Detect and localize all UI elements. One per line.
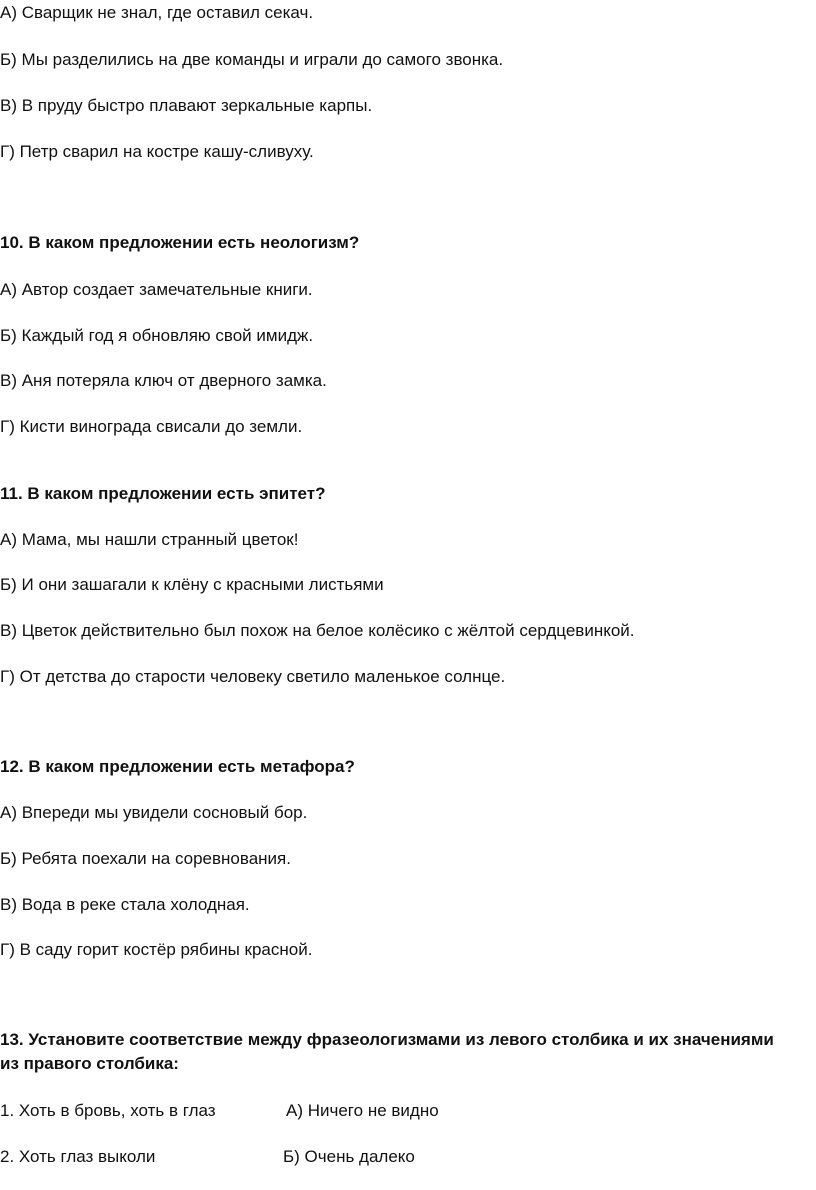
option-a: А) Сварщик не знал, где оставил секач. <box>0 3 314 22</box>
q11-option-c: В) Цветок действительно был похож на белое колёсико с жёлтой сердцевинкой. <box>0 621 635 640</box>
match-right-b: Б) Очень далеко <box>283 1147 415 1166</box>
q11-option-d: Г) От детства до старости человеку светило маленькое солнце. <box>0 667 506 686</box>
q10-option-d: Г) Кисти винограда свисали до земли. <box>0 417 303 436</box>
question-10: 10. В каком предложении есть неологизм? <box>0 233 360 252</box>
match-left-2: 2. Хоть глаз выколи <box>0 1147 156 1166</box>
option-b: Б) Мы разделились на две команды и играли до самого звонка. <box>0 50 504 69</box>
match-right-a: А) Ничего не видно <box>286 1101 439 1120</box>
q10-option-a: А) Автор создает замечательные книги. <box>0 280 313 299</box>
question-12: 12. В каком предложении есть метафора? <box>0 757 355 776</box>
q12-option-b: Б) Ребята поехали на соревнования. <box>0 849 291 868</box>
option-c: В) В пруду быстро плавают зеркальные карпы. <box>0 96 373 115</box>
match-left-1: 1. Хоть в бровь, хоть в глаз <box>0 1101 216 1120</box>
q12-option-d: Г) В саду горит костёр рябины красной. <box>0 940 313 959</box>
question-11: 11. В каком предложении есть эпитет? <box>0 484 326 503</box>
q10-option-c: В) Аня потеряла ключ от дверного замка. <box>0 371 327 390</box>
q12-option-a: А) Впереди мы увидели сосновый бор. <box>0 803 308 822</box>
q11-option-b: Б) И они зашагали к клёну с красными листьями <box>0 575 384 594</box>
question-13: 13. Установите соответствие между фразеологизмами из левого столбика и их значениями из правого столбика: <box>0 1030 774 1073</box>
q10-option-b: Б) Каждый год я обновляю свой имидж. <box>0 326 314 345</box>
q12-option-c: В) Вода в реке стала холодная. <box>0 895 250 914</box>
option-d: Г) Петр сварил на костре кашу-сливуху. <box>0 142 314 161</box>
q11-option-a: А) Мама, мы нашли странный цветок! <box>0 530 299 549</box>
